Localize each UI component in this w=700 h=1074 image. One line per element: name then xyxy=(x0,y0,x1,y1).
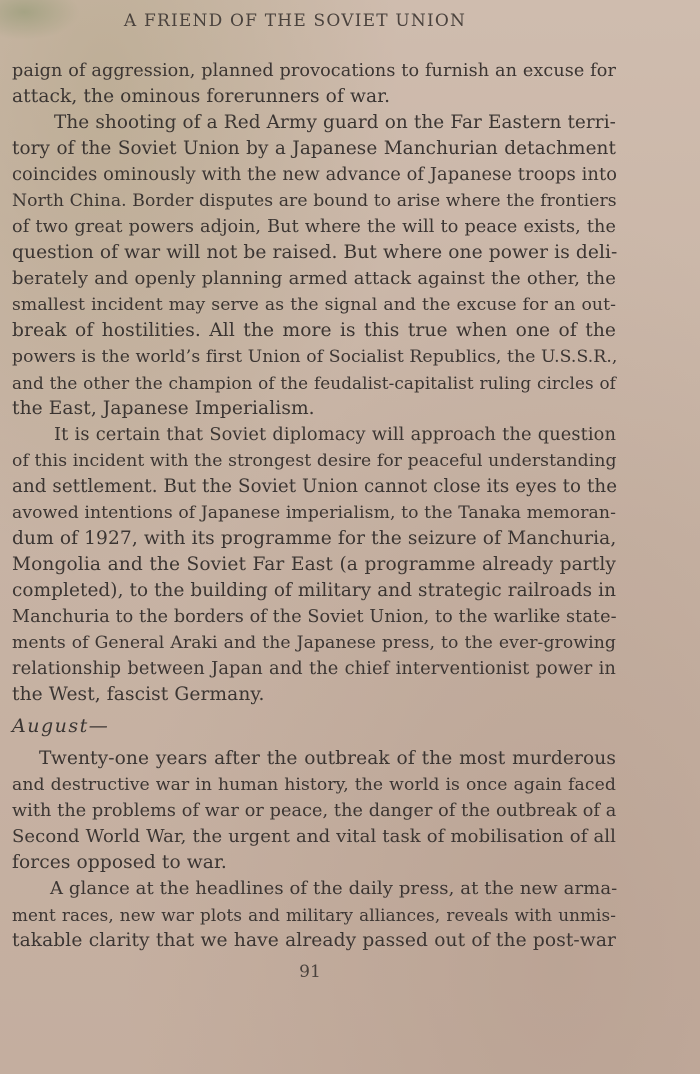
section-heading: August— xyxy=(12,715,110,737)
page-number: 91 xyxy=(299,962,321,982)
text-line: It is certain that Soviet diplomacy will approach the question xyxy=(54,424,616,445)
text-line: the East, Japanese Imperialism. xyxy=(12,398,315,419)
text-line: powers is the world’s first Union of Socialist Republics, the U.S.S.R., xyxy=(12,347,618,367)
text-line: of two great powers adjoin, But where the will to peace exists, the xyxy=(12,217,616,237)
text-line: and settlement. But the Soviet Union cannot close its eyes to the xyxy=(12,476,618,497)
text-line: takable clarity that we have already passed out of the post-war xyxy=(12,930,616,951)
text-line: North China. Border disputes are bound to arise where the frontiers xyxy=(12,191,617,211)
text-line: completed), to the building of military and strategic railroads in xyxy=(12,580,617,601)
text-line: forces opposed to war. xyxy=(12,852,227,873)
text-line: Second World War, the urgent and vital task of mobilisation of all xyxy=(12,826,616,847)
text-line: with the problems of war or peace, the danger of the outbreak of a xyxy=(12,801,617,821)
text-block-2 xyxy=(12,746,616,954)
text-block-1 xyxy=(12,58,616,708)
text-line: the West, fascist Germany. xyxy=(12,684,265,705)
text-line: and destructive war in human history, the world is once again faced xyxy=(12,775,616,795)
text-line: break of hostilities. All the more is this true when one of the xyxy=(12,320,616,341)
text-line: The shooting of a Red Army guard on the Far Eastern terri- xyxy=(54,112,616,133)
text-line: dum of 1927, with its programme for the seizure of Manchuria, xyxy=(12,528,617,549)
text-line: and the other the champion of the feudalist-capitalist ruling circles of xyxy=(12,373,616,393)
text-line: tory of the Soviet Union by a Japanese Manchurian detachment xyxy=(12,138,616,159)
text-line: Mongolia and the Soviet Far East (a programme already partly xyxy=(12,554,616,575)
text-line: paign of aggression, planned provocations to furnish an excuse for xyxy=(12,61,616,81)
text-line: of this incident with the strongest desire for peaceful understanding xyxy=(12,451,617,471)
text-line: relationship between Japan and the chief interventionist power in xyxy=(12,658,616,679)
text-line: Twenty-one years after the outbreak of the most murderous xyxy=(39,748,616,769)
text-line: coincides ominously with the new advance of Japanese troops into xyxy=(12,164,618,185)
text-line: smallest incident may serve as the signal and the excuse for an out- xyxy=(12,295,616,315)
text-line: question of war will not be raised. But where one power is deli- xyxy=(12,242,618,263)
text-line: attack, the ominous forerunners of war. xyxy=(12,86,391,107)
text-line: Manchuria to the borders of the Soviet Union, to the warlike state- xyxy=(12,607,617,627)
text-line: berately and openly planning armed attack against the other, the xyxy=(12,268,616,289)
text-line: ments of General Araki and the Japanese press, to the ever-growing xyxy=(12,633,616,653)
running-head: A FRIEND OF THE SOVIET UNION xyxy=(123,11,467,31)
text-line: avowed intentions of Japanese imperialism, to the Tanaka memoran- xyxy=(12,503,616,523)
text-line: A glance at the headlines of the daily press, at the new arma- xyxy=(50,878,618,899)
text-line: ment races, new war plots and military alliances, reveals with unmis- xyxy=(12,905,616,925)
